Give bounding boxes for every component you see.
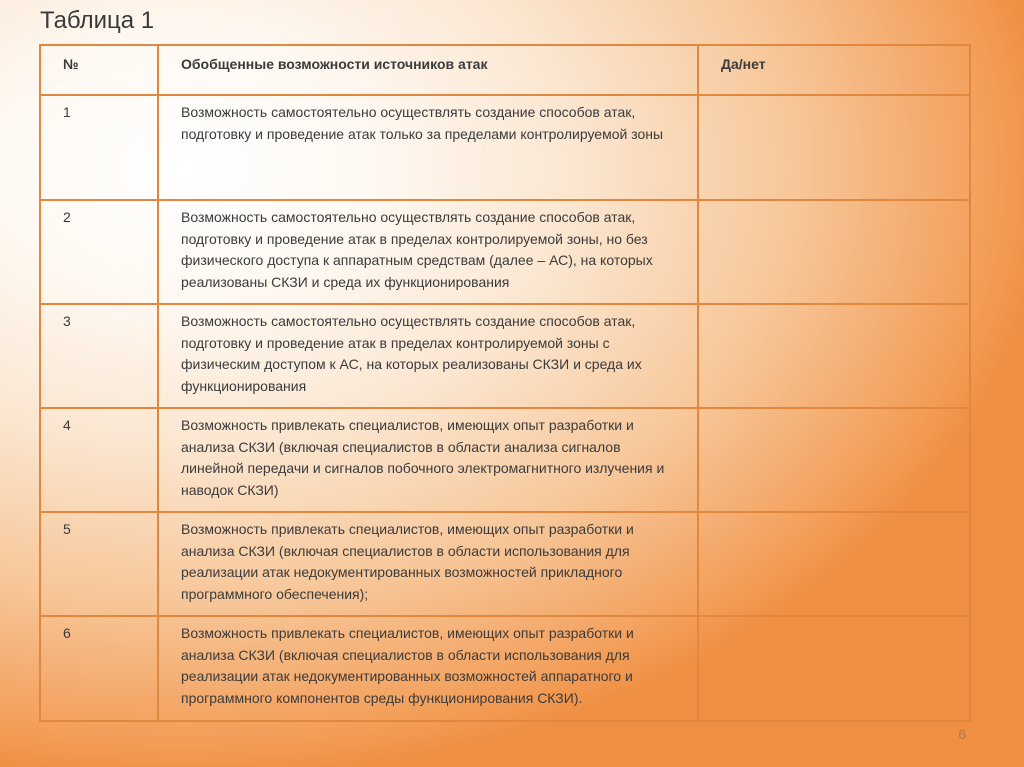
row-number: 1 bbox=[40, 95, 158, 200]
row-description: Возможность самостоятельно осуществлять создание способов атак, подготовку и проведение атак в пределах контролируемой зоны, но без физического доступа к аппаратным средствам (далее – АС), на которых реализованы СКЗИ и среда их функционирования bbox=[158, 200, 698, 304]
row-yes-no-cell[interactable] bbox=[698, 512, 970, 616]
row-yes-no-cell[interactable] bbox=[698, 95, 970, 200]
header-yes-no: Да/нет bbox=[698, 45, 970, 95]
table-row bbox=[40, 304, 970, 408]
table-row bbox=[40, 200, 970, 304]
row-yes-no-cell[interactable] bbox=[698, 304, 970, 408]
row-description: Возможность привлекать специалистов, имеющих опыт разработки и анализа СКЗИ (включая специалистов в области анализа сигналов линейной передачи и сигналов побочного электромагнитного излучения и наводок СКЗИ) bbox=[158, 408, 698, 512]
row-number: 2 bbox=[40, 200, 158, 304]
table-row bbox=[40, 408, 970, 512]
row-number: 4 bbox=[40, 408, 158, 512]
row-yes-no-cell[interactable] bbox=[698, 408, 970, 512]
attack-capabilities-table bbox=[39, 44, 971, 722]
row-description: Возможность привлекать специалистов, имеющих опыт разработки и анализа СКЗИ (включая специалистов в области использования для реализации атак недокументированных возможностей прикладного программного обеспечения); bbox=[158, 512, 698, 616]
row-number: 3 bbox=[40, 304, 158, 408]
header-number: № bbox=[40, 45, 158, 95]
row-description: Возможность самостоятельно осуществлять создание способов атак, подготовку и проведение атак в пределах контролируемой зоны с физическим доступом к АС, на которых реализованы СКЗИ и среда их функционирования bbox=[158, 304, 698, 408]
row-description: Возможность привлекать специалистов, имеющих опыт разработки и анализа СКЗИ (включая специалистов в области использования для реализации атак недокументированных возможностей аппаратного и программного компонентов среды функционирования СКЗИ). bbox=[158, 616, 698, 721]
slide-title: Таблица 1 bbox=[40, 7, 155, 34]
header-capabilities: Обобщенные возможности источников атак bbox=[158, 45, 698, 95]
row-yes-no-cell[interactable] bbox=[698, 616, 970, 721]
row-yes-no-cell[interactable] bbox=[698, 200, 970, 304]
table-row bbox=[40, 512, 970, 616]
table-row bbox=[40, 95, 970, 200]
table-header-row bbox=[40, 45, 970, 95]
page-number: 6 bbox=[958, 726, 966, 742]
row-number: 6 bbox=[40, 616, 158, 721]
table-row bbox=[40, 616, 970, 721]
row-description: Возможность самостоятельно осуществлять создание способов атак, подготовку и проведение атак только за пределами контролируемой зоны bbox=[158, 95, 698, 200]
row-number: 5 bbox=[40, 512, 158, 616]
